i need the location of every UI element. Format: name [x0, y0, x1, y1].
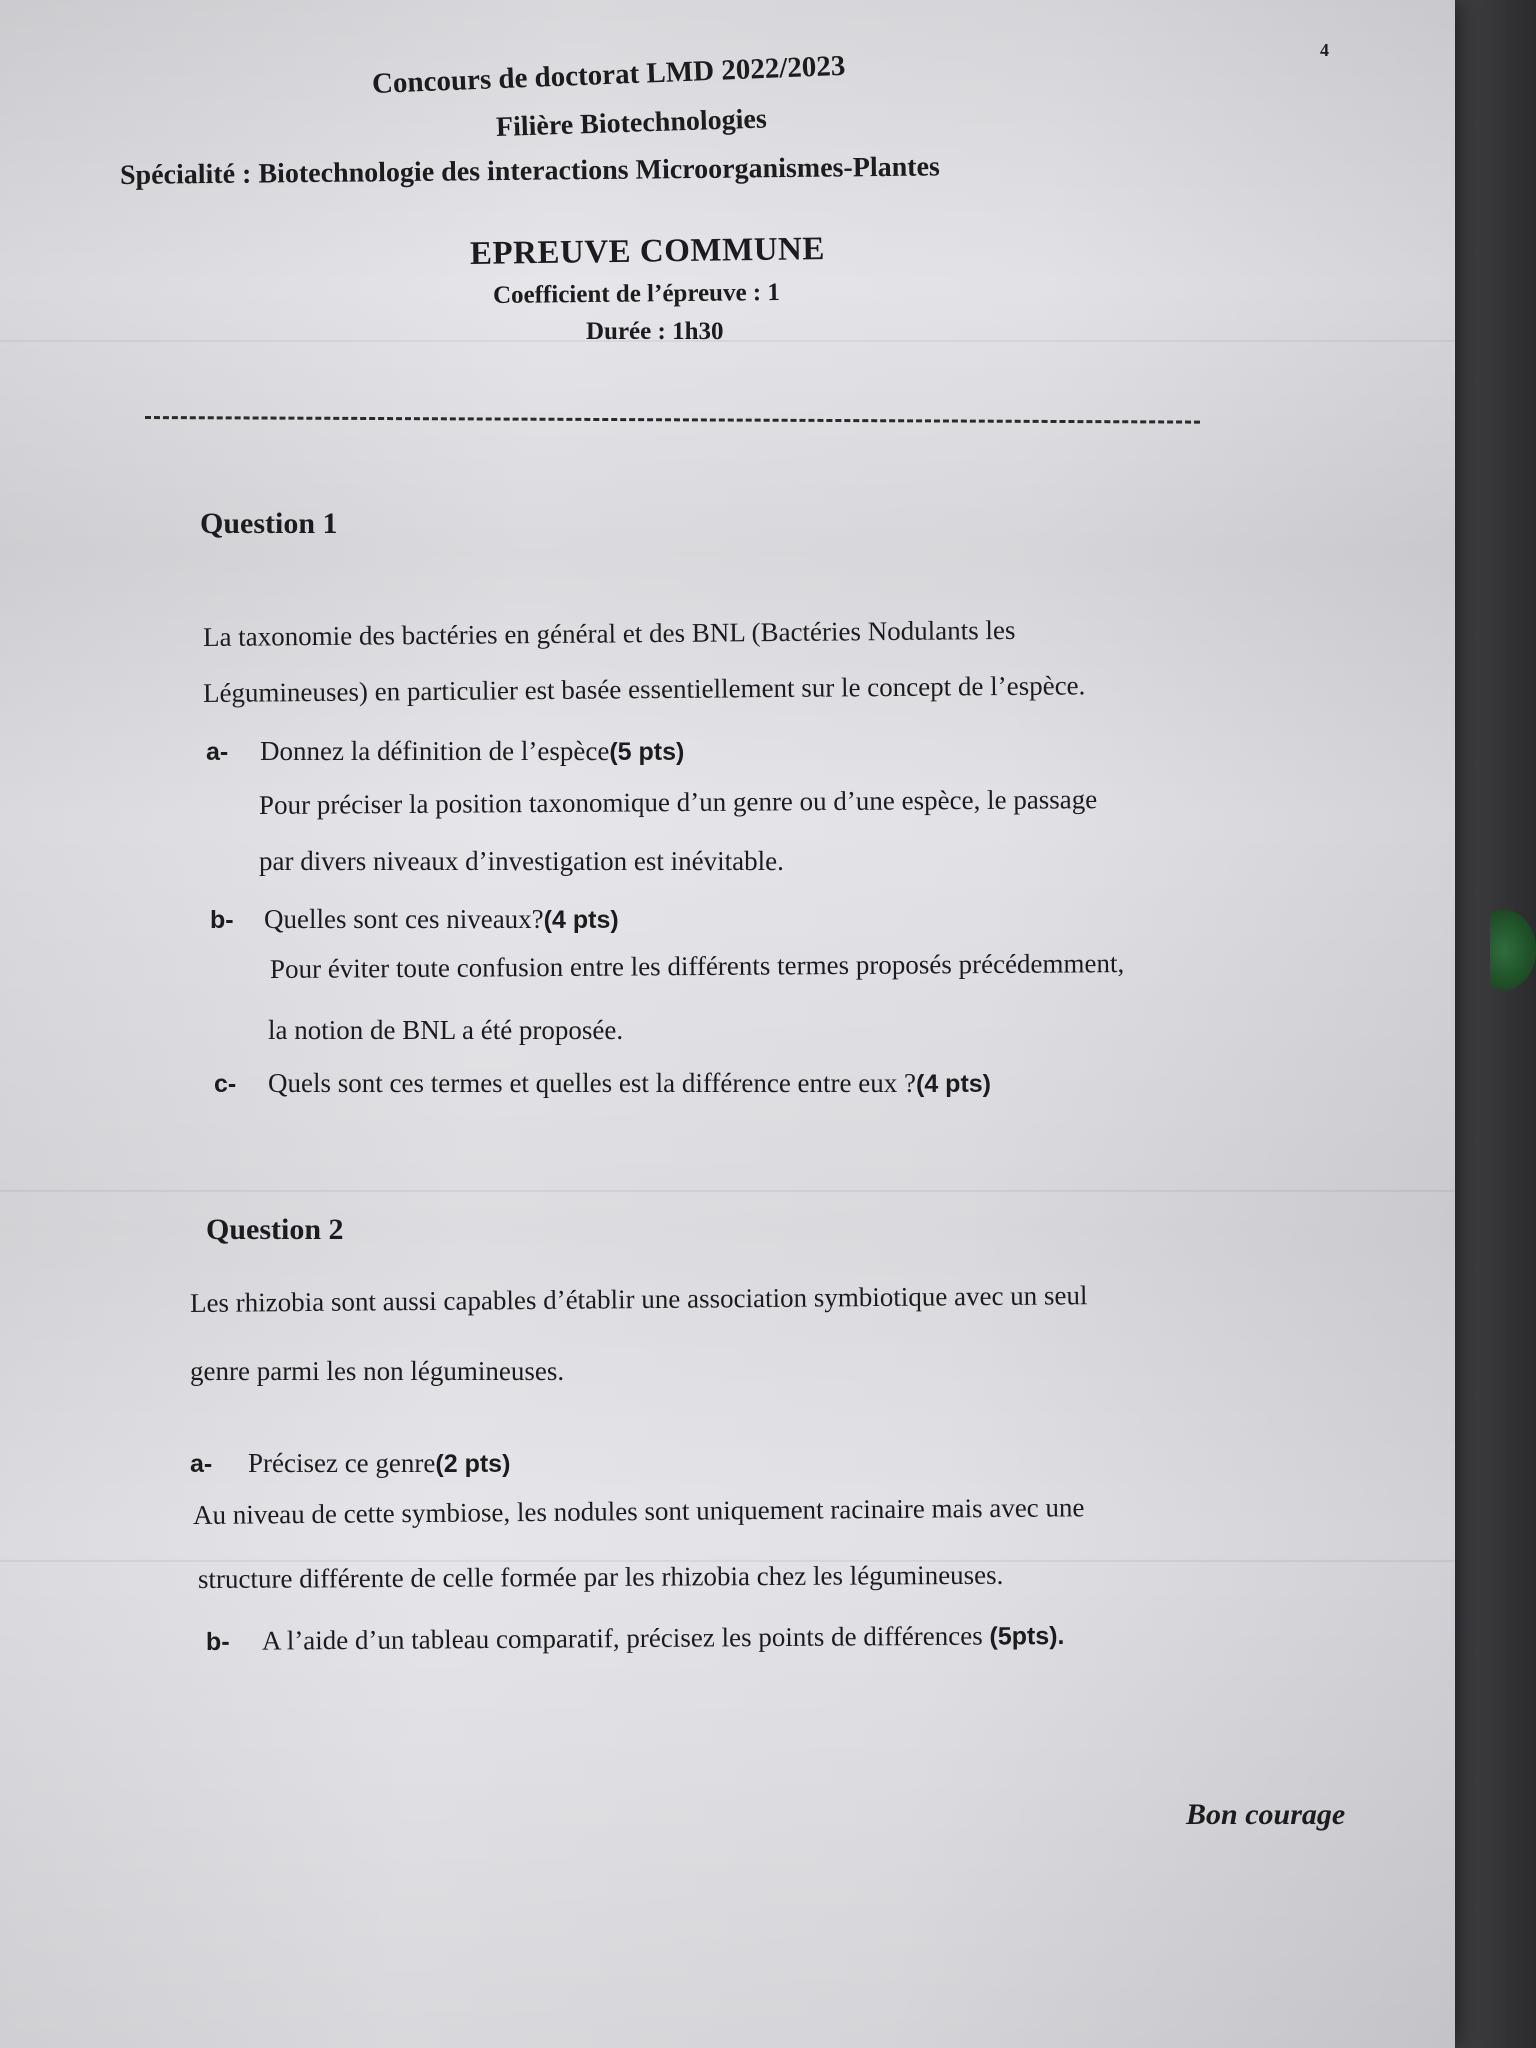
header-divider — [145, 416, 1200, 424]
q2-item-b — [206, 1622, 1065, 1655]
q2-intro-line-1: Les rhizobia sont aussi capables d’établir une association symbiotique avec un seul — [189, 1280, 1088, 1318]
q1-intro-line-1: La taxonomie des bactéries en général et des BNL (Bactéries Nodulants les — [202, 614, 1016, 652]
q1-item-c-points: (4 pts) — [916, 1070, 991, 1098]
closing-note: Bon courage — [1186, 1798, 1346, 1831]
q1-a-followup-line-2: par divers niveaux d’investigation est inévitable. — [259, 846, 784, 876]
contest-title: Concours de doctorat LMD 2022/2023 — [371, 49, 846, 100]
exam-title: EPREUVE COMMUNE — [469, 231, 826, 272]
q1-item-a — [206, 738, 684, 765]
q1-a-followup-line-1: Pour préciser la position taxonomique d’un genre ou d’une espèce, le passage — [258, 784, 1098, 820]
exam-coefficient: Coefficient de l’épreuve : 1 — [492, 278, 781, 309]
q1-item-c-marker: c- — [214, 1070, 237, 1098]
q2-intro-line-2: genre parmi les non légumineuses. — [190, 1356, 565, 1386]
q2-item-b-text: A l’aide d’un tableau comparatif, précisez les points de différences — [261, 1620, 990, 1656]
q2-item-a — [190, 1450, 510, 1477]
paper-fold — [0, 340, 1455, 342]
q2-item-a-text: Précisez ce genre — [248, 1448, 436, 1478]
q2-item-b-points: (5pts). — [989, 1622, 1065, 1651]
q2-item-a-marker: a- — [190, 1450, 213, 1478]
q2-item-b-marker: b- — [205, 1627, 230, 1656]
exam-duration: Durée : 1h30 — [586, 318, 724, 345]
q2-a-followup-line-2: structure différente de celle formée par les rhizobia chez les légumineuses. — [197, 1559, 1004, 1594]
q1-b-followup-line-1: Pour éviter toute confusion entre les différents termes proposés précédemment, — [269, 948, 1125, 984]
q1-b-followup-line-2: la notion de BNL a été proposée. — [268, 1015, 624, 1045]
q1-item-b-marker: b- — [210, 906, 234, 934]
paper-fold — [0, 1190, 1455, 1192]
q1-item-a-marker: a- — [206, 738, 229, 766]
specialty: Spécialité : Biotechnologie des interactions Microorganismes-Plantes — [119, 151, 941, 191]
q1-item-b-points: (4 pts) — [543, 906, 619, 934]
q1-intro-line-2: Légumineuses) en particulier est basée essentiellement sur le concept de l’espèce. — [202, 670, 1086, 708]
q1-item-a-text: Donnez la définition de l’espèce — [260, 736, 610, 766]
program-name: Filière Biotechnologies — [495, 103, 768, 143]
plant-leaf — [1490, 910, 1536, 990]
corner-mark: 4 — [1320, 40, 1329, 60]
q1-item-b — [210, 906, 619, 933]
q1-item-c-text: Quels sont ces termes et quelles est la différence entre eux ? — [268, 1068, 916, 1098]
question-1-title: Question 1 — [200, 507, 338, 540]
q1-item-a-points: (5 pts) — [609, 738, 685, 766]
q2-a-followup-line-1: Au niveau de cette symbiose, les nodules sont uniquement racinaire mais avec une — [192, 1492, 1085, 1530]
q1-item-c — [214, 1070, 991, 1097]
question-2-title: Question 2 — [206, 1213, 344, 1246]
q1-item-b-text: Quelles sont ces niveaux? — [264, 904, 544, 934]
q2-item-a-points: (2 pts) — [435, 1450, 511, 1478]
